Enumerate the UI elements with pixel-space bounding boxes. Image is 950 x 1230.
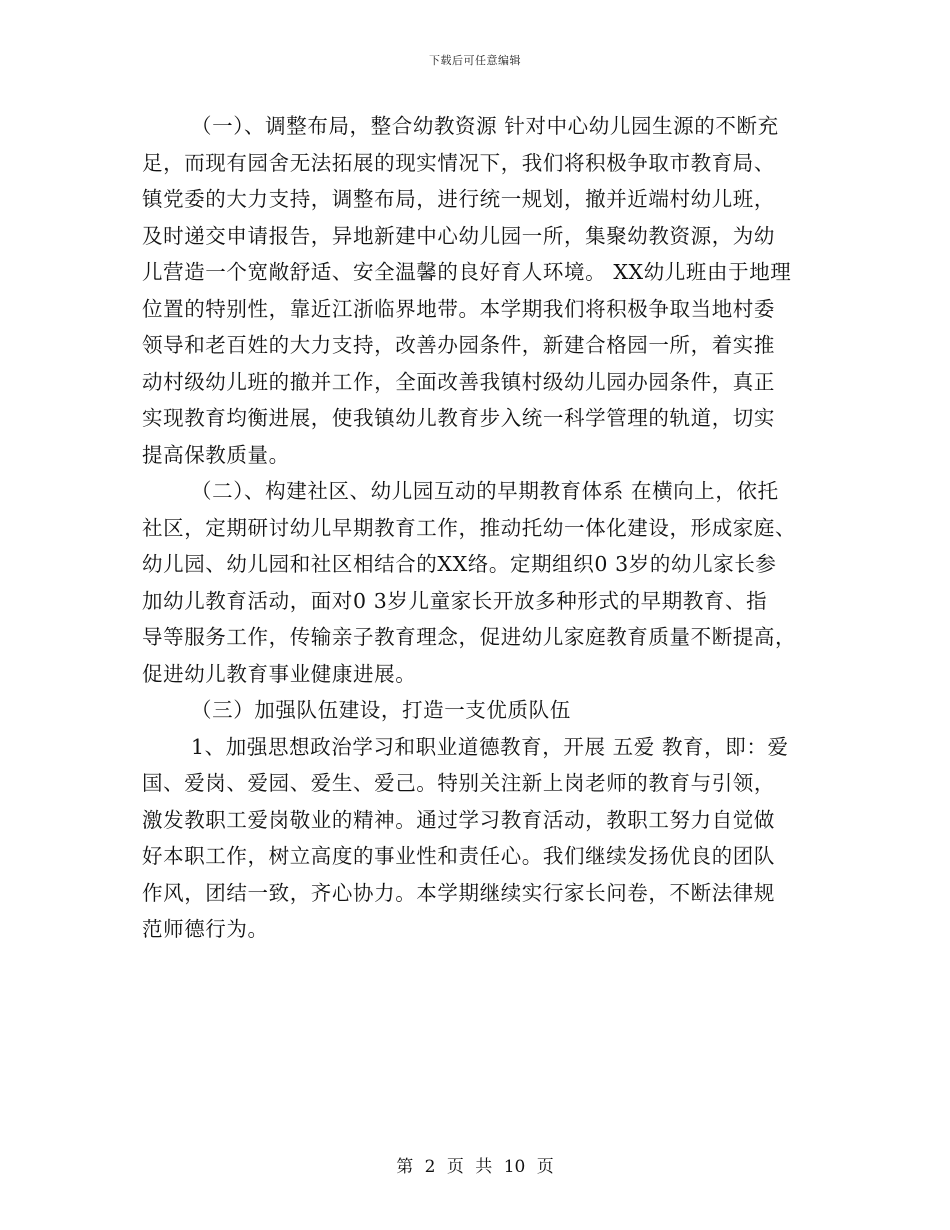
paragraph-1-line-1: （一）、调整布局，整合幼教资源 针对中心幼儿园生源的不断充 xyxy=(191,114,779,138)
paragraph-1-line-9: 实现教育均衡进展，使我镇幼儿教育步入统一科学管理的轨道，切实 xyxy=(142,406,775,430)
paragraph-3-line-5: 作风，团结一致，齐心协力。本学期继续实行家长问卷，不断法律规 xyxy=(142,880,775,905)
paragraph-1-line-10: 提高保教质量。 xyxy=(142,442,290,467)
paragraph-1-line-3: 镇党委的大力支持，调整布局，进行统一规划，撤并近端村幼儿班， xyxy=(142,187,775,211)
paragraph-1-line-2: 足，而现有园舍无法拓展的现实情况下，我们将积极争取市教育局、 xyxy=(142,150,775,175)
paragraph-2-line-4: 加幼儿教育活动，面对0 3岁儿童家长开放多种形式的早期教育、指 xyxy=(142,588,768,613)
paragraph-1-line-8: 动村级幼儿班的撤并工作，全面改善我镇村级幼儿园办园条件，真正 xyxy=(142,369,775,394)
paragraph-3-line-1: 1、加强思想政治学习和职业道德教育，开展 五爱 教育，即：爱 xyxy=(191,734,789,759)
paragraph-1-line-7: 领导和老百姓的大力支持，改善办园条件，新建合格园一所，着实推 xyxy=(142,333,775,357)
paragraph-3-line-2: 国、爱岗、爱园、爱生、爱己。特别关注新上岗老师的教育与引领， xyxy=(142,771,775,795)
section-3-heading: （三）加强队伍建设，打造一支优质队伍 xyxy=(191,698,571,722)
paragraph-1-line-4: 及时递交申请报告，异地新建中心幼儿园一所，集聚幼教资源，为幼 xyxy=(142,223,775,248)
paragraph-3-line-4: 好本职工作，树立高度的事业性和责任心。我们继续发扬优良的团队 xyxy=(142,844,775,868)
paragraph-2-line-3: 幼儿园、幼儿园和社区相结合的XX络。定期组织0 3岁的幼儿家长参 xyxy=(142,552,777,576)
page-number: 第 2 页 共 10 页 xyxy=(396,1157,554,1177)
paragraph-2-line-1: （二）、构建社区、幼儿园互动的早期教育体系 在横向上，依托 xyxy=(191,479,779,503)
paragraph-3-line-3: 激发教职工爱岗敬业的精神。通过学习教育活动，教职工努力自觉做 xyxy=(142,807,775,832)
paragraph-1-line-5: 儿营造一个宽敞舒适、安全温馨的良好育人环境。 XX幼儿班由于地理 xyxy=(142,260,792,284)
paragraph-3-line-6: 范师德行为。 xyxy=(142,917,269,941)
paragraph-2-line-6: 促进幼儿教育事业健康进展。 xyxy=(142,661,417,686)
document-body xyxy=(142,108,808,948)
paragraph-2-line-5: 导等服务工作，传输亲子教育理念，促进幼儿家庭教育质量不断提高， xyxy=(142,625,797,649)
page-header: 下载后可任意编辑 xyxy=(429,54,521,67)
paragraph-1-line-6: 位置的特别性，靠近江浙临界地带。本学期我们将积极争取当地村委 xyxy=(142,296,775,321)
paragraph-2-line-2: 社区，定期研讨幼儿早期教育工作，推动托幼一体化建设，形成家庭、 xyxy=(142,515,797,540)
